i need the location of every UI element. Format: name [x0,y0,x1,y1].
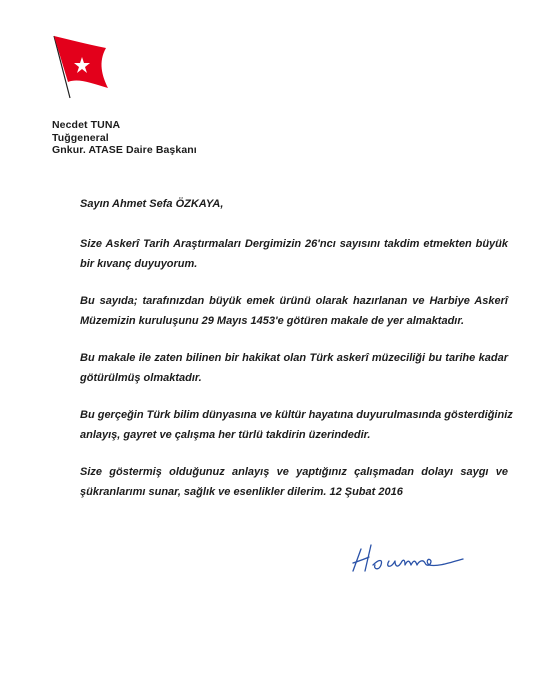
paragraph-2 [80,291,508,331]
paragraph-line: Bu makale ile zaten bilinen bir hakikat olan Türk askerî müzeciliği bu tarihe kadar [80,352,508,364]
salutation: Sayın Ahmet Sefa ÖZKAYA, [80,198,224,210]
sender-block [52,119,197,157]
paragraph-line: şükranlarımı sunar, sağlık ve esenlikler dilerim. 12 Şubat 2016 [80,486,403,498]
paragraph-line: Size göstermiş olduğunuz anlayış ve yaptığınız çalışmadan dolayı saygı ve [80,466,508,478]
paragraph-line: götürülmüş olmaktadır. [80,372,202,384]
paragraph-line: bir kıvanç duyuyorum. [80,258,198,270]
paragraph-line: Bu sayıda; tarafınızdan büyük emek ürünü olarak hazırlanan ve Harbiye Askerî [80,295,508,307]
paragraph-4 [80,405,513,445]
handwritten-signature [345,535,485,575]
paragraph-line: Bu gerçeğin Türk bilim dünyasına ve kültür hayatına duyurulmasında gösterdiğiniz [80,409,513,421]
paragraph-line: Size Askerî Tarih Araştırmaları Dergimizin 26'ncı sayısını takdim etmekten büyük [80,238,508,250]
sender-position: Gnkur. ATASE Daire Başkanı [52,144,197,156]
paragraph-line: Müzemizin kuruluşunu 29 Mayıs 1453'e götüren makale de yer almaktadır. [80,315,465,327]
turkish-flag-icon [46,28,116,100]
paragraph-5 [80,462,508,502]
sender-name: Necdet TUNA [52,119,121,131]
paragraph-line: anlayış, gayret ve çalışma her türlü takdirin üzerindedir. [80,429,371,441]
sender-rank: Tuğgeneral [52,131,109,144]
paragraph-3 [80,348,508,388]
paragraph-1 [80,234,508,274]
